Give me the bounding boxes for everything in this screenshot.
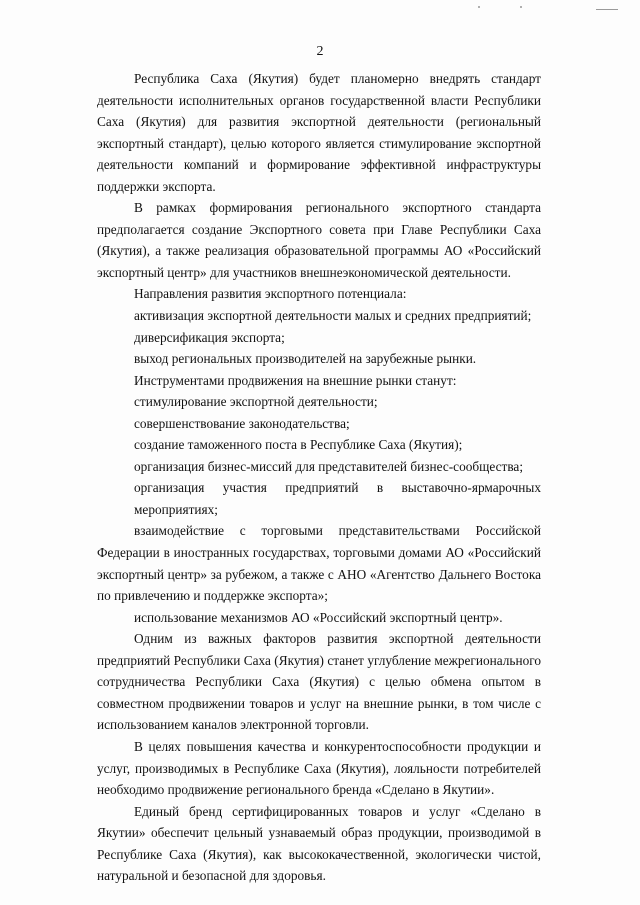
list-item: создание таможенного поста в Республике Саха (Якутия); xyxy=(134,437,463,453)
paragraph-export-standard: Республика Саха (Якутия) будет планомерно внедрять стандарт деятельности исполнительных органов государственной власти Республики Саха (Якутия) для развития экспортной деятельности (региональный экспортный стандарт), целью которого является стимулирование экспортной деятельности компаний и формирование эффективной инфраструктуры поддержки экспорта. xyxy=(97,71,541,194)
list-item: взаимодействие с торговыми представительствами Российской Федерации в иностранных государствах, торговыми домами АО «Российский экспортный центр» за рубежом, а также с АНО «Агентство Дальнего Востока по привлечению и поддержке экспорта»; xyxy=(97,523,541,604)
paragraph-interregional-cooperation: Одним из важных факторов развития экспортной деятельности предприятий Республики Саха (Якутия) станет углубление межрегионального сотрудничества Республики Саха (Якутия) с целью обмена опытом в совместном продвижении товаров и услуг на внешние рынки, в том числе с использованием каналов электронной торговли. xyxy=(97,631,541,733)
list-item: выход региональных производителей на зарубежные рынки. xyxy=(134,351,477,367)
list-item: диверсификация экспорта; xyxy=(134,329,285,345)
list-heading-instruments: Инструментами продвижения на внешние рынки станут: xyxy=(134,372,457,388)
list-item: использование механизмов АО «Российский экспортный центр». xyxy=(134,609,503,625)
list-item: активизация экспортной деятельности малых и средних предприятий; xyxy=(134,308,532,324)
paragraph-unified-brand: Единый бренд сертифицированных товаров и услуг «Сделано в Якутии» обеспечит цельный узнаваемый образ продукции, производимой в Республике Саха (Якутия), как высококачественной, экологически чистой, натуральной и безопасной для здоровья. xyxy=(97,803,541,884)
list-item: стимулирование экспортной деятельности; xyxy=(134,394,378,410)
list-item: совершенствование законодательства; xyxy=(134,415,350,431)
paragraph-export-council: В рамках формирования регионального экспортного стандарта предполагается создание Экспортного совета при Главе Республики Саха (Якутия), а также реализация образовательной программы АО «Российский экспортный центр» для участников внешнеэкономической деятельности. xyxy=(97,200,541,280)
list-heading-directions: Направления развития экспортного потенциала: xyxy=(134,286,407,302)
scan-speck xyxy=(520,6,522,8)
list-item: организация бизнес-миссий для представителей бизнес-сообщества; xyxy=(134,458,524,474)
paragraph-regional-brand: В целях повышения качества и конкурентоспособности продукции и услуг, производимых в Республике Саха (Якутия), лояльности потребителей необходимо продвижение регионального бренда «Сделано в Якутии». xyxy=(97,738,541,798)
scan-margin-mark xyxy=(596,9,618,10)
list-item: организация участия предприятий в выставочно-ярмарочных мероприятиях; xyxy=(134,480,541,517)
scan-speck xyxy=(478,6,480,8)
document-body xyxy=(97,68,541,887)
page-number: 2 xyxy=(316,44,324,59)
